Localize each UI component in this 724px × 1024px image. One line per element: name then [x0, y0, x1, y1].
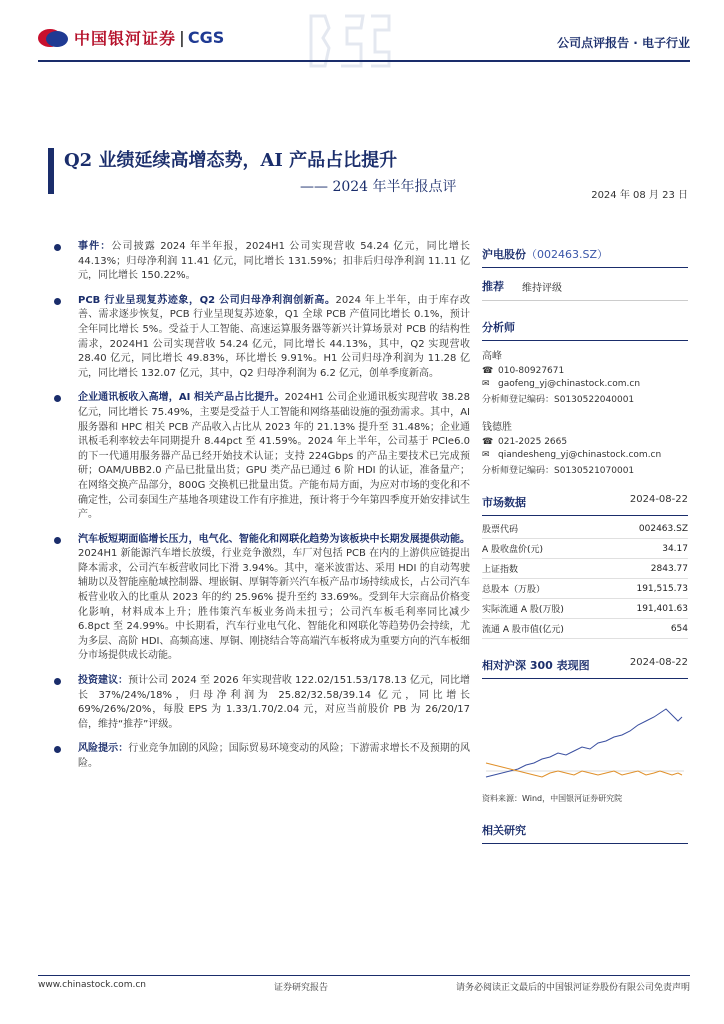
- rating-row: [482, 268, 688, 301]
- bullet-dot-icon: [54, 537, 61, 544]
- report-title: Q2 业绩延续高增态势，AI 产品占比提升: [64, 150, 398, 171]
- analyst-cert: [482, 463, 688, 476]
- company-logo: [38, 26, 224, 49]
- table-row: [482, 519, 688, 539]
- market-label: 流通 A 股市值(亿元): [482, 619, 608, 639]
- analyst-email[interactable]: [482, 379, 688, 389]
- table-row: [482, 579, 688, 599]
- analyst-card: [482, 347, 688, 476]
- footer-center: 证券研究报告: [273, 983, 328, 993]
- bullet-dot-icon: [54, 298, 61, 305]
- chart-date: 2024-08-22: [629, 657, 688, 668]
- market-value: 191,515.73: [608, 579, 688, 599]
- market-label: 上证指数: [482, 559, 608, 579]
- market-label: 实际流通 A 股(万股): [482, 599, 608, 619]
- stock-name: 沪电股份: [482, 248, 526, 261]
- footer-site[interactable]: www.chinastock.com.cn: [38, 980, 146, 990]
- stock-code: （002463.SZ）: [526, 248, 609, 261]
- watermark-icon: [305, 8, 395, 74]
- report-date: 2024 年 08 月 23 日: [591, 190, 688, 201]
- email-icon: ✉: [482, 379, 490, 389]
- bullet-investment: [52, 674, 470, 732]
- bullet-risk: [52, 742, 470, 771]
- logo-cgs: CGS: [187, 28, 225, 47]
- market-data-table: [482, 519, 688, 639]
- analyst-heading-text: 分析师: [482, 321, 515, 334]
- bullet-pcb-recovery: [52, 294, 470, 382]
- bullet-heading: 投资建议：: [78, 675, 129, 687]
- market-label: 股票代码: [482, 519, 608, 539]
- bullet-dot-icon: [54, 244, 61, 251]
- market-value: 34.17: [608, 539, 688, 559]
- market-value: 654: [608, 619, 688, 639]
- series-index-line: [486, 763, 682, 777]
- bullet-dot-icon: [54, 746, 61, 753]
- analyst-email-text[interactable]: gaofeng_yj@chinastock.com.cn: [498, 379, 641, 389]
- bullet-heading: 汽车板短期面临增长压力，电气化、智能化和网联化趋势为该板块中长期发展提供动能。: [78, 533, 470, 545]
- bullet-body: 2024 年上半年，由于库存改善、需求逐步恢复，PCB 行业呈现复苏迹象，Q1 全球 PCB 产值同比增长 0.1%，预计全年同比增长 5%。受益于人工智能、高速运算服务器等新兴计算场景对 PCB 的结构性需求，2024H1 公司实现营收 54.24 亿元，同比增长 44.13%，其中，Q2 实现营收 28.40 亿元，同比增长 49.83%，环比增长 9.91%。H1 公司归母净利润为 11.28 亿元，同比增长 132.07 亿元，其中，Q2 归母净利润为 6.2 亿元，创单季度新高。: [78, 294, 470, 379]
- footer-disclaimer: 请务必阅读正文最后的中国银河证券股份有限公司免责声明: [455, 983, 690, 993]
- market-heading-text: 市场数据: [482, 496, 526, 509]
- phone-icon: ☎: [482, 366, 494, 376]
- title-accent-bar: [48, 148, 54, 194]
- logo-text: 中国银河证券: [74, 29, 177, 48]
- logo-separator: |: [179, 28, 185, 47]
- analyst-cert-text: 分析师登记编码：S0130522040001: [482, 395, 635, 405]
- header-divider: [38, 60, 690, 62]
- chart-heading: [482, 657, 688, 679]
- summary-column: [52, 240, 470, 782]
- market-value: 191,401.63: [608, 599, 688, 619]
- market-heading: [482, 494, 688, 516]
- chart-heading-text: 相对沪深 300 表现图: [482, 659, 590, 672]
- market-date: 2024-08-22: [629, 494, 688, 505]
- bullet-heading: PCB 行业呈现复苏迹象，Q2 公司归母净利润创新高。: [78, 294, 336, 306]
- bullet-body: 公司披露 2024 年半年报，2024H1 公司实现营收 54.24 亿元，同比增长 44.13%；归母净利润 11.41 亿元，同比增长 131.59%；扣非后归母净利润 11.11 亿元，同比增长 150.22%。: [78, 241, 470, 282]
- analyst-heading: [482, 319, 688, 341]
- table-row: [482, 559, 688, 579]
- logo-mark-icon: [38, 27, 68, 49]
- bullet-body: 2024H1 公司企业通讯板实现营收 38.28 亿元，同比增长 75.49%，主要是受益于人工智能和网络基础设施的强劲需求。其中，AI 服务器和 HPC 相关 PCB 产品收入占比从 2023 年的 21.13% 提升至 31.48%；企业通讯板毛利率较去年同期提升 8.44pct 至 41.59%。2024 年上半年，公司基于 PCIe6.0 的下一代通用服务器产品已经开始技术认证；支持 224Gbps 的产品主要技术已完成预研；OAM/UBB2.0 产品已批量出货；GPU 类产品已通过 6 阶 HDI 的认证，准备量产；在网络交换产品部分，800G 交换机已批量出货。产能布局方面，为应对市场的变化和不确定性，公司泰国生产基地各项建设工作有序推进，预计将于今年第四季度开始安排试生产。: [78, 392, 470, 521]
- related-heading: [482, 822, 688, 844]
- phone-icon: ☎: [482, 437, 494, 447]
- market-label: 总股本（万股）: [482, 579, 608, 599]
- rating-label: 推荐: [482, 280, 504, 293]
- bullet-body: 2024H1 新能源汽车增长放缓，行业竞争激烈，车厂对包括 PCB 在内的上游供应链提出降本需求，公司汽车板营收同比下滑 3.94%。其中，毫米波雷达、采用 HDI 的自动驾驶辅助以及智能座舱域控制器、埋嵌铜、厚铜等新兴汽车板产品市场持续成长，占公司汽车板营业收入的比重从 2023 年的约 25.96% 提升至约 33.69%。受到年大宗商品价格变化影响，材料成本上升；胜伟策汽车板业务尚未扭亏；公司汽车板毛利率同比减少 6.8pct 至 24.99%。中长期看，汽车行业电气化、智能化和网联化等趋势仍会持续，尤为多层、高阶 HDI、高频高速、厚铜、刚挠结合等高端汽车板将成为重要方向的汽车板细分市场提供成长动能。: [78, 548, 470, 662]
- table-row: [482, 599, 688, 619]
- related-heading-text: 相关研究: [482, 824, 526, 837]
- series-stock-line: [486, 709, 682, 777]
- bullet-heading: 企业通讯板收入高增，AI 相关产品占比提升。: [78, 392, 285, 404]
- analyst-phone: [482, 437, 688, 447]
- market-label: A 股收盘价(元): [482, 539, 608, 559]
- email-icon: ✉: [482, 450, 490, 460]
- footer-divider: [38, 975, 690, 976]
- chart-source: 资料来源：Wind，中国银河证券研究院: [482, 794, 623, 803]
- analyst-name: 高峰: [482, 351, 502, 362]
- bullet-body: 行业竞争加剧的风险；国际贸易环境变动的风险；下游需求增长不及预期的风险。: [78, 743, 471, 769]
- analyst-cert-text: 分析师登记编码：S0130521070001: [482, 466, 635, 476]
- analyst-name: 钱德胜: [482, 422, 512, 433]
- bullet-heading: 风险提示：: [78, 743, 129, 755]
- bullet-event: [52, 240, 470, 284]
- table-row: [482, 539, 688, 559]
- stock-heading: [482, 246, 688, 268]
- table-row: [482, 619, 688, 639]
- market-value: 2843.77: [608, 559, 688, 579]
- bullet-body: 预计公司 2024 至 2026 年实现营收 122.02/151.53/178.13 亿元，同比增长 37%/24%/18%，归母净利润为 25.82/32.58/39.14 亿元，同比增长 69%/26%/20%，每股 EPS 为 1.33/1.70/2.04 元，对应当前股价 PB 为 26/20/17 倍，维持“推荐”评级。: [78, 675, 470, 730]
- rating-value: 维持评级: [522, 282, 562, 294]
- bullet-dot-icon: [54, 395, 61, 402]
- report-subtitle: —— 2024 年半年报点评: [300, 179, 457, 195]
- report-type: 公司点评报告 · 电子行业: [557, 36, 690, 50]
- analyst-cert: [482, 392, 688, 405]
- analyst-phone: [482, 366, 688, 376]
- analyst-phone-text: 021-2025 2665: [498, 437, 568, 447]
- bullet-enterprise-comm: [52, 391, 470, 522]
- sidebar-column: [482, 246, 688, 844]
- analyst-phone-text: 010-80927671: [498, 366, 565, 376]
- bullet-dot-icon: [54, 678, 61, 685]
- market-value: 002463.SZ: [608, 519, 688, 539]
- analyst-email[interactable]: [482, 450, 688, 460]
- relative-performance-chart: [482, 685, 688, 785]
- bullet-automotive: [52, 533, 470, 664]
- bullet-heading: 事件：: [78, 241, 112, 252]
- page-header: [0, 0, 724, 82]
- page-footer: [38, 980, 690, 993]
- analyst-email-text[interactable]: qiandesheng_yj@chinastock.com.cn: [498, 450, 662, 460]
